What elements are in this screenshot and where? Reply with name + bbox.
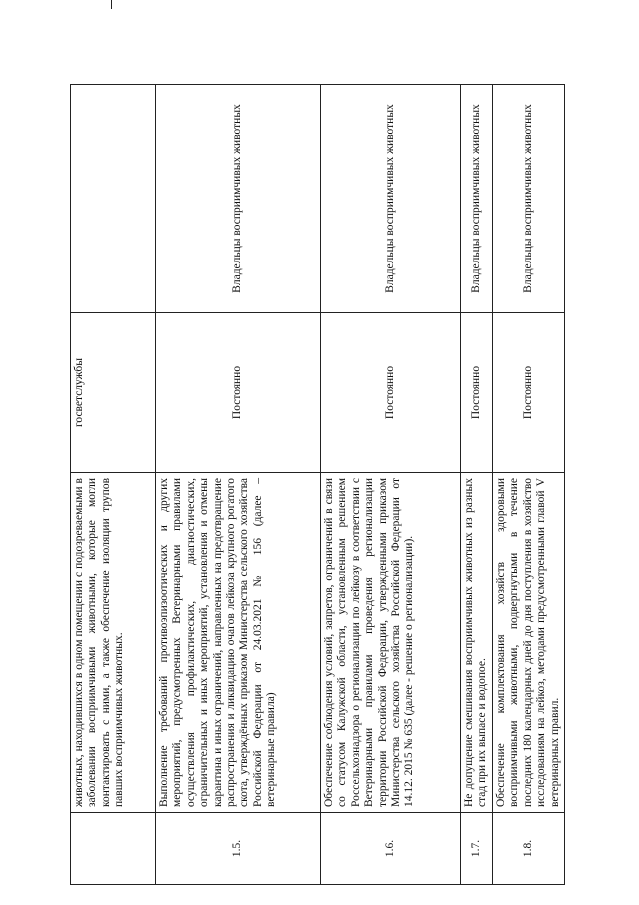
row-number: 1.5. [156, 813, 321, 885]
table-row [321, 85, 461, 885]
table-row [71, 85, 156, 885]
term-cell: Постоянно [461, 313, 493, 473]
measures-table [70, 84, 565, 885]
responsible-cell: Владельцы восприимчивых животных [493, 85, 565, 313]
row-number [71, 813, 156, 885]
table-row [461, 85, 493, 885]
row-number: 1.6. [321, 813, 461, 885]
action-cell: Обеспечение комплектования хозяйств здоровыми восприимчивыми животными, подвергнутыми в течение последних 180 календарных дней до дня поступления в хозяйство исследованиям на лейкоз, методами предусмотренными главой V ветеринарных правил. [493, 473, 565, 813]
responsible-cell [71, 85, 156, 313]
term-cell: госветслужбы [71, 313, 156, 473]
table-row [493, 85, 565, 885]
scan-margin-mark [111, 0, 112, 9]
responsible-cell: Владельцы восприимчивых животных [461, 85, 493, 313]
row-number: 1.7. [461, 813, 493, 885]
term-cell: Постоянно [156, 313, 321, 473]
term-cell: Постоянно [493, 313, 565, 473]
action-cell: Выполнение требований противоэпизоотических и других мероприятий, предусмотренных Ветеринарными правилами осуществления профилактических, диагностических, ограничительных и иных мероприятий, установления и отмены карантина и иных ограничений, направленных на предотвращение распространения и ликвидацию очагов лейкоза крупного рогатого скота, утверждённых приказом Министерства сельского хозяйства Российской Федерации от 24.03.2021 № 156 (далее – ветеринарные правила) [156, 473, 321, 813]
action-cell: животных, находившихся в одном помещении с подозреваемыми в заболевании восприимчивыми животными, которые могли контактировать с ними, а также обеспечение изоляции трупов павших восприимчивых животных. [71, 473, 156, 813]
rotated-page [70, 85, 561, 885]
action-cell: Обеспечение соблюдения условий, запретов, ограничений в связи со статусом Калужской области, установленным решением Россельхознадзора о регионализации по лейкозу в соответствии с Ветеринарными правилами проведения регионализации территории Российской Федерации, утвержденными приказом Министерства сельского хозяйства Российской Федерации от 14.12. 2015 № 635 (далее - решение о регионализации). [321, 473, 461, 813]
term-cell: Постоянно [321, 313, 461, 473]
table-row [156, 85, 321, 885]
responsible-cell: Владельцы восприимчивых животных [156, 85, 321, 313]
row-number: 1.8. [493, 813, 565, 885]
action-cell: Не допущение смешивания восприимчивых животных из разных стад при их выпасе и водопое. [461, 473, 493, 813]
responsible-cell: Владельцы восприимчивых животных [321, 85, 461, 313]
